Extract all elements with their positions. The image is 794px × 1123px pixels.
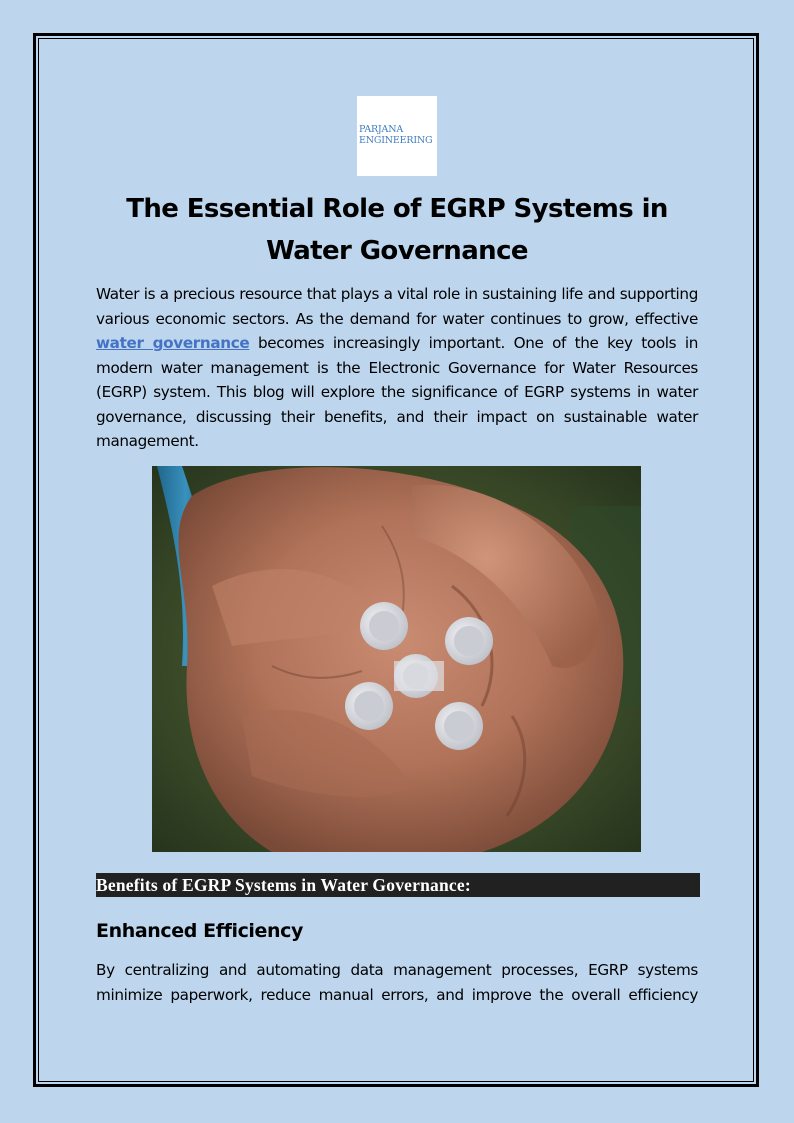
intro-text-after-link: becomes increasingly important. One of the key tools in modern water management is the Electronic Governance for Water Resources (EGRP) system. This blog will explore the significance of EGRP systems in water governance, discussing their benefits, and their impact on sustainable water management. [96,334,698,450]
efficiency-line-2: minimize paperwork, reduce manual errors, and improve the overall efficiency [96,985,698,1004]
efficiency-line-1: By centralizing and automating data management processes, EGRP systems [96,961,698,979]
logo-text-line-1: PARJANA [359,124,403,135]
water-governance-link[interactable]: water governance [96,334,250,352]
section-heading-bar: Benefits of EGRP Systems in Water Governance: [96,873,700,897]
efficiency-paragraph [96,958,698,1007]
subheading-enhanced-efficiency: Enhanced Efficiency [96,920,304,942]
intro-text-before-link: Water is a precious resource that plays a vital role in sustaining life and supporting various economic sectors. As the demand for water continues to grow, effective [96,285,698,328]
title-line-2: Water Governance [266,236,528,266]
company-logo [357,96,437,176]
hand-holding-pipe-photo [152,466,641,852]
intro-paragraph [96,282,698,454]
title-line-1: The Essential Role of EGRP Systems in [126,194,668,224]
logo-text-line-2: ENGINEERING [359,135,433,146]
page-title [96,188,698,272]
